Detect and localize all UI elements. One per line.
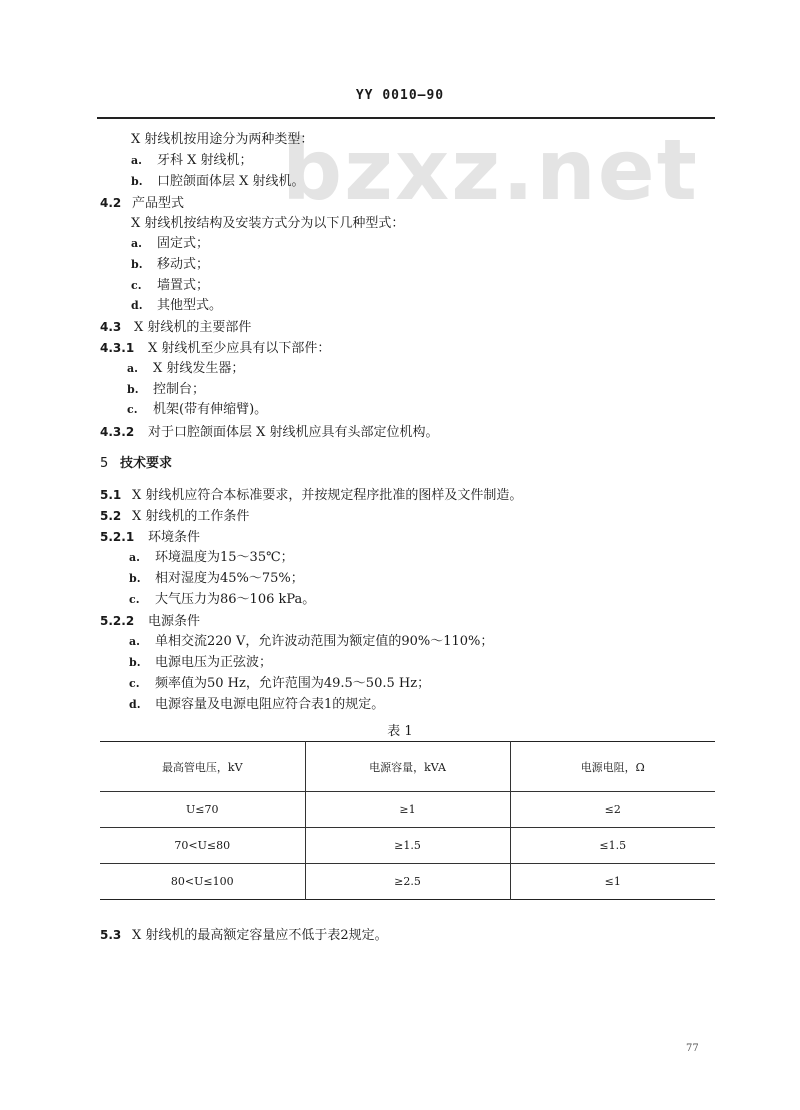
- list-label: b.: [131, 258, 143, 271]
- list-label: c.: [129, 677, 140, 690]
- list-item: [129, 676, 430, 692]
- section-number: 5.3: [100, 928, 122, 942]
- list-text: 电源容量及电源电阻应符合表1的规定。: [155, 697, 385, 712]
- list-item: [127, 361, 244, 377]
- list-label: c.: [127, 403, 138, 416]
- section-text: X 射线机应符合本标准要求，并按规定程序批准的图样及文件制造。: [132, 488, 523, 503]
- list-text: 机架(带有伸缩臂)。: [153, 402, 268, 417]
- table-cell: 80<U≤100: [100, 864, 305, 900]
- section-number: 5.2.1: [100, 530, 135, 544]
- table-row: [100, 864, 715, 900]
- table-cell: ≤1: [510, 864, 715, 900]
- list-item: [129, 655, 272, 671]
- section-5-3: [100, 927, 388, 944]
- list-text: 电源电压为正弦波；: [155, 655, 273, 670]
- list-label: d.: [129, 698, 141, 711]
- list-text: 墙置式；: [157, 278, 210, 293]
- section-title: 技术要求: [120, 456, 173, 471]
- list-label: b.: [131, 175, 143, 188]
- list-label: b.: [129, 656, 141, 669]
- list-item: [129, 634, 493, 650]
- table-cell: ≤1.5: [510, 828, 715, 864]
- table-row: [100, 792, 715, 828]
- table-cell: ≥1: [305, 792, 510, 828]
- section-number: 4.3.1: [100, 341, 135, 355]
- list-label: a.: [129, 551, 140, 564]
- section-heading-5: [100, 456, 172, 472]
- table-cell: ≤2: [510, 792, 715, 828]
- section-title: X 射线机至少应具有以下部件：: [148, 341, 331, 356]
- section-heading-5-2-1: [100, 529, 200, 546]
- table-row: [100, 828, 715, 864]
- list-item: [131, 236, 209, 252]
- list-label: a.: [127, 362, 138, 375]
- table-cell: 70<U≤80: [100, 828, 305, 864]
- section-text: 对于口腔颌面体层 X 射线机应具有头部定位机构。: [148, 425, 439, 440]
- table-caption: 表 1: [387, 724, 413, 739]
- list-text: 控制台；: [153, 382, 206, 397]
- section-number: 5: [100, 456, 109, 471]
- section-title: 电源条件: [148, 614, 201, 629]
- section-title: 产品型式: [132, 196, 185, 211]
- list-text: 固定式；: [157, 236, 210, 251]
- list-item: [131, 153, 253, 169]
- list-item: [129, 697, 384, 713]
- table-1: [100, 741, 715, 900]
- section-heading-5-2-2: [100, 613, 200, 630]
- list-label: c.: [129, 593, 140, 606]
- list-item: [131, 257, 209, 273]
- list-label: a.: [131, 237, 142, 250]
- header-rule: [97, 117, 715, 119]
- column-header: 最高管电压，kV: [100, 742, 305, 792]
- section-number: 4.3: [100, 320, 122, 334]
- list-text: X 射线发生器；: [153, 361, 245, 376]
- list-text: 单相交流220 V，允许波动范围为额定值的90%～110%；: [155, 634, 494, 649]
- section-text: X 射线机的最高额定容量应不低于表2规定。: [132, 928, 388, 943]
- list-item: [131, 298, 222, 314]
- section-number: 4.3.2: [100, 425, 135, 439]
- list-label: a.: [131, 154, 142, 167]
- list-text: 口腔颌面体层 X 射线机。: [157, 174, 305, 189]
- list-text: 频率值为50 Hz，允许范围为49.5～50.5 Hz；: [155, 676, 431, 691]
- types-intro: X 射线机按用途分为两种类型：: [131, 132, 314, 147]
- section-title: X 射线机的主要部件: [134, 320, 252, 335]
- list-item: [127, 382, 205, 398]
- list-item: [129, 571, 304, 587]
- column-header: 电源电阻，Ω: [510, 742, 715, 792]
- standard-code-header: YY 0010—90: [355, 88, 445, 103]
- section-heading-4-3-1: [100, 340, 330, 357]
- table-cell: ≥2.5: [305, 864, 510, 900]
- section-heading-4-3-2: [100, 424, 439, 441]
- column-header: 电源容量，kVA: [305, 742, 510, 792]
- list-text: 环境温度为15～35℃；: [155, 550, 294, 565]
- table-cell: U≤70: [100, 792, 305, 828]
- page-number: 77: [686, 1043, 699, 1054]
- section-title: 环境条件: [148, 530, 201, 545]
- section-number: 5.2.2: [100, 614, 135, 628]
- list-text: 移动式；: [157, 257, 210, 272]
- list-item: [131, 278, 209, 294]
- list-item: [131, 174, 305, 190]
- list-text: 相对湿度为45%～75%；: [155, 571, 304, 586]
- section-title: X 射线机的工作条件: [132, 509, 250, 524]
- table-cell: ≥1.5: [305, 828, 510, 864]
- list-item: [129, 592, 315, 608]
- section-heading-4-3: [100, 319, 251, 336]
- list-label: c.: [131, 279, 142, 292]
- section-5-1: [100, 487, 522, 504]
- section-intro: X 射线机按结构及安装方式分为以下几种型式：: [131, 216, 405, 231]
- list-text: 大气压力为86～106 kPa。: [155, 592, 316, 607]
- list-item: [129, 550, 294, 566]
- watermark: bzxz.net: [282, 121, 699, 219]
- list-text: 其他型式。: [157, 298, 223, 313]
- list-text: 牙科 X 射线机；: [157, 153, 253, 168]
- list-label: d.: [131, 299, 143, 312]
- section-number: 5.2: [100, 509, 122, 523]
- list-label: b.: [127, 383, 139, 396]
- table-header-row: [100, 742, 715, 792]
- section-heading-4-2: [100, 195, 184, 212]
- list-label: a.: [129, 635, 140, 648]
- section-number: 5.1: [100, 488, 122, 502]
- section-heading-5-2: [100, 508, 249, 525]
- list-label: b.: [129, 572, 141, 585]
- list-item: [127, 402, 267, 418]
- section-number: 4.2: [100, 196, 122, 210]
